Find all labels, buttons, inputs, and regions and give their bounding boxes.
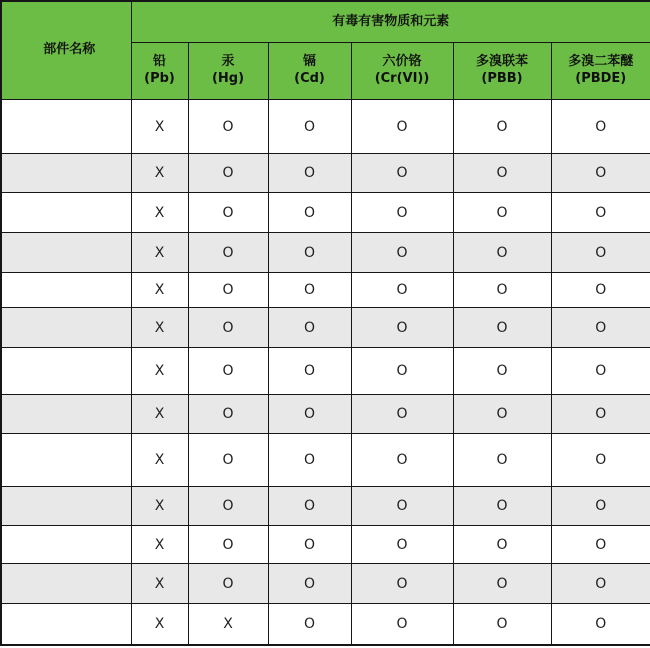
column-header-pbde <box>551 43 650 100</box>
part-name-cell <box>1 273 131 308</box>
substance-value-cell: O <box>453 526 551 564</box>
substance-value-cell: O <box>551 273 650 308</box>
substance-value-cell: X <box>131 434 188 487</box>
substance-value-cell: O <box>453 308 551 348</box>
substance-value-cell: X <box>131 348 188 395</box>
substance-value-cell: O <box>453 564 551 604</box>
substance-value-cell: O <box>188 100 268 154</box>
table-header <box>1 1 650 100</box>
substance-value-cell: O <box>268 564 351 604</box>
table-row <box>1 487 650 526</box>
part-name-cell <box>1 193 131 233</box>
substance-value-cell: O <box>268 434 351 487</box>
substance-value-cell: O <box>188 564 268 604</box>
substance-value-cell: O <box>351 564 453 604</box>
substance-value-cell: O <box>188 233 268 273</box>
substance-value-cell: X <box>131 193 188 233</box>
substance-value-cell: O <box>351 395 453 434</box>
substance-value-cell: O <box>188 154 268 193</box>
part-name-cell <box>1 154 131 193</box>
part-name-cell <box>1 395 131 434</box>
table-row <box>1 604 650 645</box>
substance-value-cell: X <box>131 273 188 308</box>
part-name-cell <box>1 308 131 348</box>
part-name-cell <box>1 100 131 154</box>
substance-value-cell: O <box>551 564 650 604</box>
substance-value-cell: X <box>131 604 188 645</box>
substance-value-cell: O <box>268 487 351 526</box>
part-name-cell <box>1 604 131 645</box>
substance-value-cell: X <box>131 564 188 604</box>
table-row <box>1 348 650 395</box>
substance-value-cell: O <box>268 308 351 348</box>
substance-value-cell: O <box>188 308 268 348</box>
substance-value-cell: X <box>131 233 188 273</box>
table-row <box>1 233 650 273</box>
substance-name: 多溴联苯 <box>475 54 528 70</box>
substance-value-cell: O <box>351 487 453 526</box>
substance-value-cell: O <box>351 154 453 193</box>
substance-symbol: (Hg) <box>211 71 245 86</box>
substance-value-cell: O <box>453 193 551 233</box>
part-name-cell <box>1 526 131 564</box>
substance-value-cell: O <box>551 487 650 526</box>
substance-value-cell: O <box>351 308 453 348</box>
substance-value-cell: O <box>351 193 453 233</box>
substance-value-cell: O <box>268 348 351 395</box>
substance-value-cell: O <box>453 233 551 273</box>
substance-value-cell: O <box>188 348 268 395</box>
table-body <box>1 100 650 645</box>
substance-value-cell: O <box>351 526 453 564</box>
substance-value-cell: X <box>131 395 188 434</box>
table-row <box>1 193 650 233</box>
substance-value-cell: O <box>551 604 650 645</box>
part-name-header: 部件名称 <box>1 1 131 100</box>
substance-value-cell: O <box>268 604 351 645</box>
substance-value-cell: O <box>453 154 551 193</box>
substance-value-cell: O <box>351 233 453 273</box>
substance-symbol: (Cr(VI)) <box>374 71 430 86</box>
substance-value-cell: X <box>131 100 188 154</box>
substance-value-cell: O <box>453 273 551 308</box>
substance-value-cell: O <box>351 100 453 154</box>
table-row <box>1 100 650 154</box>
substance-symbol: (PBDE) <box>575 71 627 86</box>
substance-value-cell: O <box>551 526 650 564</box>
substance-value-cell: O <box>268 233 351 273</box>
part-name-cell <box>1 348 131 395</box>
substance-value-cell: O <box>188 273 268 308</box>
column-header-crvi <box>351 43 453 100</box>
substance-value-cell: O <box>453 487 551 526</box>
substances-group-header: 有毒有害物质和元素 <box>131 1 650 43</box>
column-header-hg <box>188 43 268 100</box>
substance-value-cell: X <box>188 604 268 645</box>
table-row <box>1 564 650 604</box>
table-row <box>1 526 650 564</box>
column-header-pb <box>131 43 188 100</box>
part-name-cell <box>1 487 131 526</box>
column-header-cd <box>268 43 351 100</box>
substance-value-cell: O <box>268 154 351 193</box>
substance-name: 汞 <box>221 54 235 70</box>
substance-value-cell: O <box>453 395 551 434</box>
substance-value-cell: O <box>268 193 351 233</box>
substance-value-cell: O <box>188 193 268 233</box>
substance-value-cell: O <box>551 348 650 395</box>
substance-value-cell: O <box>188 434 268 487</box>
part-name-cell <box>1 564 131 604</box>
substance-name: 六价铬 <box>382 54 422 70</box>
substance-value-cell: O <box>188 526 268 564</box>
substance-value-cell: O <box>351 604 453 645</box>
table-row <box>1 273 650 308</box>
substance-value-cell: O <box>268 100 351 154</box>
substance-value-cell: O <box>268 395 351 434</box>
substance-value-cell: O <box>268 273 351 308</box>
substance-symbol: (PBB) <box>481 71 523 86</box>
substance-value-cell: O <box>351 273 453 308</box>
substance-value-cell: O <box>551 233 650 273</box>
substance-value-cell: O <box>453 604 551 645</box>
substance-value-cell: X <box>131 154 188 193</box>
substance-name: 镉 <box>302 54 316 70</box>
substance-value-cell: O <box>551 193 650 233</box>
substance-value-cell: O <box>351 348 453 395</box>
substance-value-cell: O <box>551 395 650 434</box>
substance-value-cell: O <box>268 526 351 564</box>
column-header-pbb <box>453 43 551 100</box>
substance-value-cell: O <box>453 100 551 154</box>
substance-symbol: (Cd) <box>294 71 325 86</box>
substance-value-cell: O <box>351 434 453 487</box>
substance-value-cell: O <box>453 348 551 395</box>
substance-value-cell: O <box>551 308 650 348</box>
substance-name: 多溴二苯醚 <box>568 54 634 70</box>
substance-value-cell: O <box>453 434 551 487</box>
substance-value-cell: O <box>551 154 650 193</box>
substance-value-cell: X <box>131 487 188 526</box>
substance-value-cell: O <box>188 487 268 526</box>
substance-value-cell: O <box>188 395 268 434</box>
table-row <box>1 154 650 193</box>
part-name-cell <box>1 233 131 273</box>
substance-value-cell: O <box>551 100 650 154</box>
table-row <box>1 308 650 348</box>
table-row <box>1 434 650 487</box>
substance-value-cell: O <box>551 434 650 487</box>
substance-value-cell: X <box>131 526 188 564</box>
substance-symbol: (Pb) <box>144 71 175 86</box>
table-row <box>1 395 650 434</box>
substance-name: 铅 <box>152 54 166 70</box>
substance-value-cell: X <box>131 308 188 348</box>
part-name-cell <box>1 434 131 487</box>
